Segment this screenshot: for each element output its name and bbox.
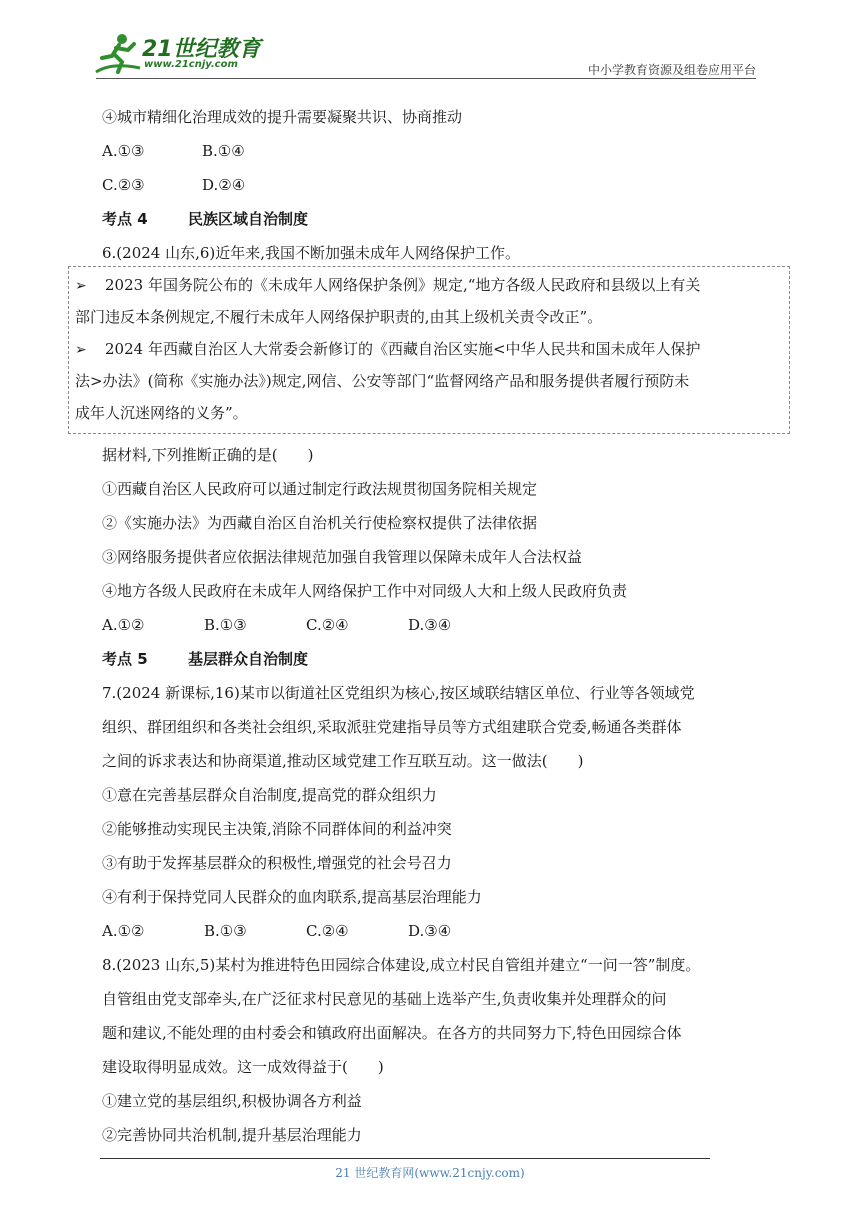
q6-material-line-2: 部门违反本条例规定,不履行未成年人网络保护职责的,由其上级机关责令改正”。 [75, 308, 603, 326]
q6-option-b: B.①③ [204, 616, 247, 634]
q6-statement-2: ②《实施办法》为西藏自治区自治机关行使检察权提供了法律依据 [102, 514, 538, 532]
q6-material-line-1: ➢ 2023 年国务院公布的《未成年人网络保护条例》规定,“地方各级人民政府和县级以上有关 [75, 269, 787, 301]
q6-material-line-4: 法>办法》(简称《实施办法》)规定,网信、公安等部门“监督网络产品和服务提供者履行预防未 [75, 372, 690, 390]
document-body-2 [102, 438, 762, 1152]
q6-statement-1: ①西藏自治区人民政府可以通过制定行政法规贯彻国务院相关规定 [102, 480, 538, 498]
q7-option-b: B.①③ [204, 922, 247, 940]
document-body [102, 100, 762, 270]
footer-divider [100, 1158, 710, 1159]
logo-text: 21世纪教育 [142, 37, 261, 62]
q8-statement-2: ②完善协同共治机制,提升基层治理能力 [102, 1126, 362, 1144]
header-platform-name: 中小学教育资源及组卷应用平台 [587, 63, 756, 77]
section-4-number: 考点 4 [102, 210, 148, 228]
section-4-title: 民族区域自治制度 [188, 210, 309, 228]
q7-options [102, 914, 762, 948]
q6-statement-3: ③网络服务提供者应依据法律规范加强自我管理以保障未成年人合法权益 [102, 548, 583, 566]
q7-option-d: D.③④ [408, 922, 452, 940]
q6-option-d: D.③④ [408, 616, 452, 634]
q8-stem-line-3: 题和建议,不能处理的由村委会和镇政府出面解决。在各方的共同努力下,特色田园综合体 [102, 1024, 682, 1042]
q8-stem-line-4: 建设取得明显成效。这一成效得益于( ) [102, 1058, 384, 1076]
q5-option-c: C.②③ [102, 176, 145, 194]
q6-material-box [68, 266, 790, 434]
q6-material-line-3: ➢ 2024 年西藏自治区人大常委会新修订的《西藏自治区实施<中华人民共和国未成年人保护 [75, 333, 787, 365]
q5-option-a: A.①③ [102, 142, 145, 160]
runner-logo-icon [92, 32, 144, 78]
section-5-number: 考点 5 [102, 650, 148, 668]
q5-option-d: D.②④ [202, 176, 246, 194]
section-5-heading [102, 642, 762, 676]
q6-question: 据材料,下列推断正确的是( ) [102, 446, 314, 464]
q7-stem-line-3: 之间的诉求表达和协商渠道,推动区域党建工作互联互动。这一做法( ) [102, 752, 584, 770]
q6-statement-4: ④地方各级人民政府在未成年人网络保护工作中对同级人大和上级人民政府负责 [102, 582, 628, 600]
q7-statement-4: ④有利于保持党同人民群众的血肉联系,提高基层治理能力 [102, 888, 482, 906]
section-5-title: 基层群众自治制度 [188, 650, 309, 668]
q7-statement-3: ③有助于发挥基层群众的积极性,增强党的社会号召力 [102, 854, 452, 872]
q5-statement-4: ④城市精细化治理成效的提升需要凝聚共识、协商推动 [102, 108, 463, 126]
q8-stem-line-2: 自管组由党支部牵头,在广泛征求村民意见的基础上选举产生,负责收集并处理群众的问 [102, 990, 667, 1008]
q6-options [102, 608, 762, 642]
q7-option-c: C.②④ [306, 922, 349, 940]
q5-options-row-2 [102, 168, 762, 202]
q8-stem-line-1: 8.(2023 山东,5)某村为推进特色田园综合体建设,成立村民自管组并建立“一问一答”制度。 [102, 956, 701, 974]
arrow-bullet-icon: ➢ [75, 278, 87, 294]
section-4-heading [102, 202, 762, 236]
logo-url: www.21cnjy.com [144, 59, 238, 70]
q5-option-b: B.①④ [202, 142, 245, 160]
footer-link[interactable]: 21 世纪教育网(www.21cnjy.com) [335, 1166, 525, 1180]
q6-stem: 6.(2024 山东,6)近年来,我国不断加强未成年人网络保护工作。 [102, 244, 521, 262]
q7-option-a: A.①② [102, 922, 145, 940]
q7-statement-1: ①意在完善基层群众自治制度,提高党的群众组织力 [102, 786, 437, 804]
q6-material-line-5: 成年人沉迷网络的义务”。 [75, 404, 248, 422]
q7-stem-line-1: 7.(2024 新课标,16)某市以街道社区党组织为核心,按区域联结辖区单位、行业等各领域党 [102, 684, 695, 702]
site-logo[interactable] [92, 32, 262, 78]
q6-option-c: C.②④ [306, 616, 349, 634]
q7-statement-2: ②能够推动实现民主决策,消除不同群体间的利益冲突 [102, 820, 452, 838]
q5-options-row-1 [102, 134, 762, 168]
arrow-bullet-icon: ➢ [75, 342, 87, 358]
header-divider [96, 78, 756, 79]
page-header [0, 0, 860, 80]
q8-statement-1: ①建立党的基层组织,积极协调各方利益 [102, 1092, 362, 1110]
q6-option-a: A.①② [102, 616, 145, 634]
q7-stem-line-2: 组织、群团组织和各类社会组织,采取派驻党建指导员等方式组建联合党委,畅通各类群体 [102, 718, 682, 736]
